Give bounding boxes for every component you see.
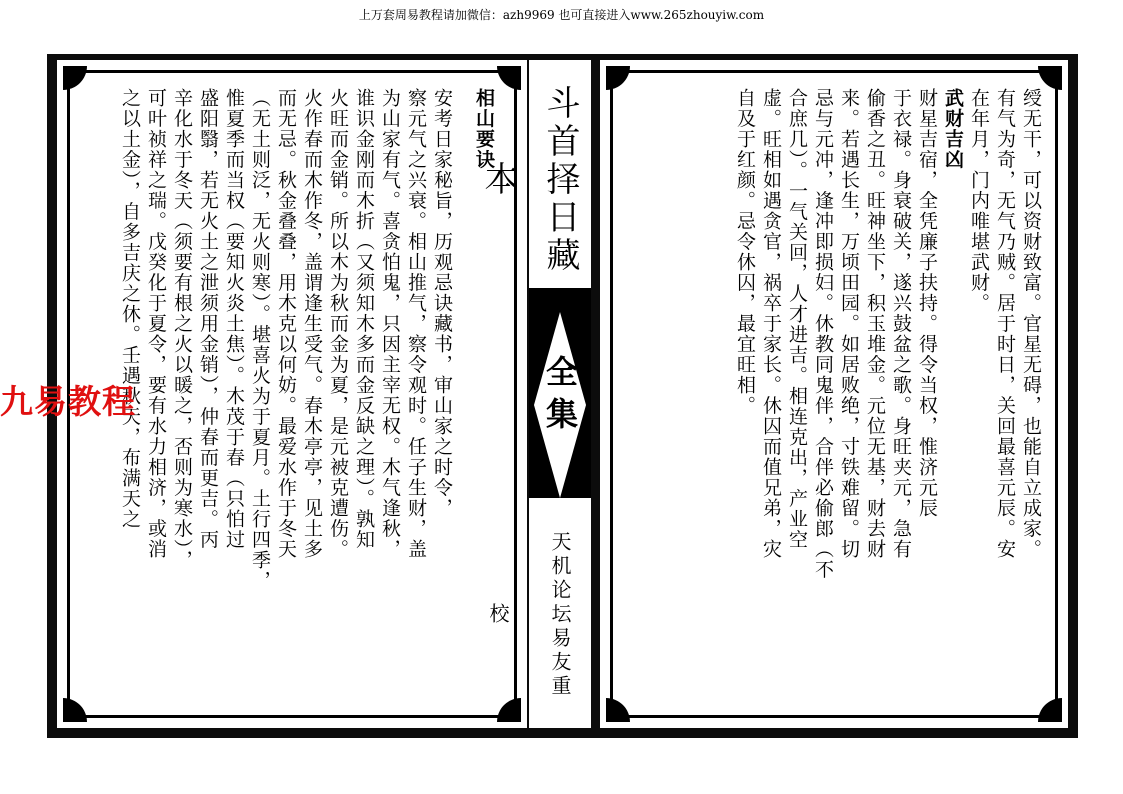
text-column: 于衣禄。身衰破关，遂兴鼓盆之歌。身旺夹元，急有: [890, 88, 912, 560]
text-column: 惟夏季而当权（要知火炎土焦）。木茂于春（只怕过: [223, 88, 245, 550]
text-column: 在年月，门内唯堪武财。: [968, 88, 990, 314]
left-heading: 相山要诀: [473, 88, 495, 170]
text-column: 之以土金），自多吉庆之休。壬遇秋天，布满天之: [119, 88, 141, 530]
text-column: 盛阳翳，若无火土之泄须用金销），仲春而更吉。丙: [197, 88, 219, 550]
text-column: 有气为奇，无气乃贼。居于时日，关回最喜元辰。安: [994, 88, 1016, 560]
text-column: 火作春而木作冬，盖谓逢生受气。春木亭亭，见土多: [301, 88, 323, 560]
right-body-text: [672, 88, 1044, 708]
text-column: 而无忌。秋金叠叠，用木克以何妨。最爱水作于冬天: [275, 88, 297, 560]
text-column: 来。若遇长生，万顷田园。如居败绝，寸铁难留。切: [838, 88, 860, 560]
text-column: 可叶祯祥之瑞。戊癸化于夏令，要有水力相济，或消: [145, 88, 167, 560]
text-column: 虚。旺相如遇贪官，祸卒于家长。休囚而值兄弟，灾: [760, 88, 782, 560]
text-column: 偷香之丑。旺神坐下，积玉堆金。元位无基，财去财: [864, 88, 886, 560]
header-note: 上万套周易教程请加微信：azh9969 也可直接进入www.265zhouyiw.com: [358, 8, 765, 22]
text-column: 财星吉宿，全凭廉子扶持。得令当权，惟济元辰: [916, 88, 938, 519]
text-column: 为山家有气。喜贪怕鬼，只因主宰无权。木气逢秋，: [379, 88, 401, 560]
text-column: 自及于红颜。忌令休囚，最宜旺相。: [734, 88, 756, 416]
text-column: 火旺而金销。所以木为秋而金为夏，是元被克遭伤。: [327, 88, 349, 560]
watermark: 九易教程: [0, 382, 136, 421]
text-column: 忌与元冲，逢冲即损妇。休教同鬼伴，合伴必偷郎（不: [812, 88, 834, 580]
text-column: （无土则泛，无火则寒）。堪喜火为于夏月。土行四季，: [249, 88, 271, 591]
text-column: 察元气之兴衰。相山推气，察令观时。任子生财，盖: [405, 88, 427, 560]
text-column: 谁识金刚而木折（又须知木多而金反缺之理）。孰知: [353, 88, 375, 550]
text-column: 绶无干，可以资财致富。官星无碍，也能自立成家。: [1020, 88, 1042, 560]
spine-volume: 全集: [541, 355, 579, 439]
spine-proofread: 天机论坛易友重 校: [486, 531, 572, 699]
text-column: 合庶几）。一气关回，人才进吉。相连克出，产业空: [786, 88, 808, 550]
text-column: 安考日家秘旨，历观忌诀藏书，审山家之时令，: [431, 88, 453, 519]
section-heading: 武财吉凶: [942, 88, 964, 170]
text-column: 辛化水于冬天（须要有根之火以暖之，否则为寒水），: [171, 88, 193, 571]
right-page: [600, 60, 1068, 728]
spine-title: 斗首择日藏本: [478, 85, 580, 275]
